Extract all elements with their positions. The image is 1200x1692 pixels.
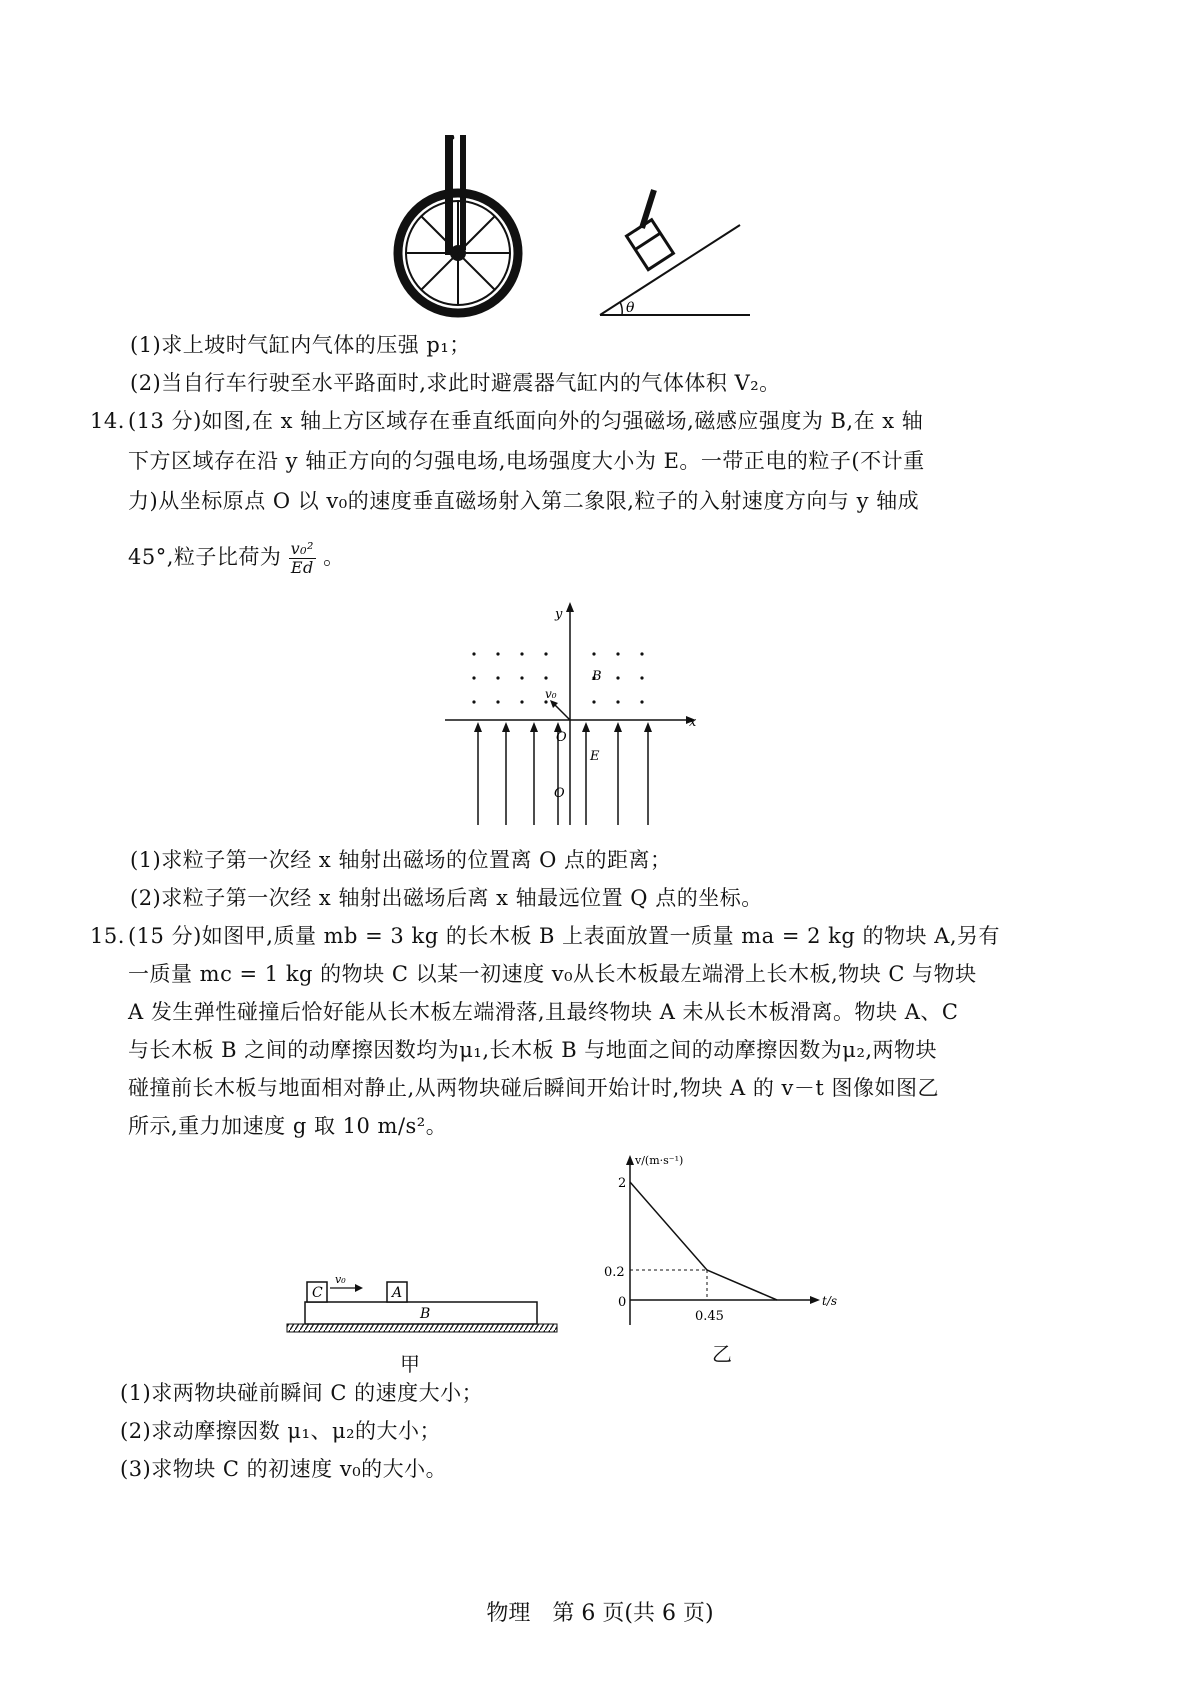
page-footer: 物理 第 6 页(共 6 页) [486, 1601, 714, 1626]
x-axis-label: x [689, 715, 697, 730]
vt-graph-figure-yi [585, 1150, 850, 1335]
q15-sub2: (2)求动摩擦因数 μ₁、μ₂的大小； [120, 1419, 442, 1443]
board-b-label: B [420, 1306, 431, 1322]
y-axis-label: y [555, 607, 563, 622]
q15-sub1: (1)求两物块碰前瞬间 C 的速度大小； [120, 1381, 484, 1405]
charge-mass-ratio-fraction [289, 540, 316, 577]
q14-line4 [128, 540, 345, 577]
q14-line1: (13 分)如图,在 x 轴上方区域存在垂直纸面向外的匀强磁场,磁感应强度为 B,在 x 轴 [128, 409, 924, 433]
q15-number: 15. [90, 924, 125, 948]
q13-sub2: (2)当自行车行驶至水平路面时,求此时避震器气缸内的气体体积 V₂。 [130, 371, 781, 395]
q15-line2: 一质量 mc = 1 kg 的物块 C 以某一初速度 v₀从长木板最左端滑上长木板,物块 C 与物块 [128, 962, 977, 986]
q14-line4-prefix: 45°,粒子比荷为 [128, 545, 282, 569]
fraction-denominator: Ed [290, 558, 314, 577]
o-label-lower: O [554, 786, 565, 801]
q15-sub3: (3)求物块 C 的初速度 v₀的大小。 [120, 1457, 448, 1481]
e-field-label: E [590, 749, 600, 764]
q14-sub2: (2)求粒子第一次经 x 轴射出磁场后离 x 轴最远位置 Q 点的坐标。 [130, 886, 763, 910]
v0-arrow-label: v₀ [335, 1273, 346, 1286]
v-axis-label: v/(m·s⁻¹) [635, 1154, 684, 1167]
t-axis-label: t/s [822, 1294, 838, 1308]
y-tick-0-2: 0.2 [604, 1265, 625, 1280]
q14-number: 14. [90, 409, 125, 433]
figure-yi-caption: 乙 [712, 1342, 732, 1366]
q14-line4-suffix: 。 [323, 545, 345, 569]
q15-line6: 所示,重力加速度 g 取 10 m/s²。 [128, 1114, 448, 1138]
incline-cylinder-figure [590, 180, 760, 320]
q15-line3: A 发生弹性碰撞后恰好能从长木板左端滑落,且最终物块 A 未从长木板滑离。物块 A、C [128, 1000, 959, 1024]
q14-line2: 下方区域存在沿 y 轴正方向的匀强电场,电场强度大小为 E。一带正电的粒子(不计重 [128, 449, 925, 473]
magnetic-electric-field-figure [440, 600, 700, 830]
board-blocks-figure-jia [285, 1258, 565, 1348]
theta-label: θ [626, 300, 635, 316]
block-a-label: A [392, 1285, 403, 1301]
q13-sub1: (1)求上坡时气缸内气体的压强 p₁； [130, 333, 471, 357]
v0-label: v₀ [545, 687, 557, 701]
q15-line1: (15 分)如图甲,质量 mb = 3 kg 的长木板 B 上表面放置一质量 ma = 2 kg 的物块 A,另有 [128, 924, 1001, 948]
bicycle-wheel-figure [390, 135, 540, 320]
q15-line5: 碰撞前长木板与地面相对静止,从两物块碰后瞬间开始计时,物块 A 的 v－t 图像如图乙 [128, 1076, 940, 1100]
origin-label: O [556, 730, 567, 745]
y-tick-0: 0 [618, 1295, 627, 1310]
y-tick-2: 2 [618, 1176, 627, 1191]
b-field-label: B [592, 669, 602, 684]
figure-jia-caption: 甲 [400, 1352, 420, 1376]
x-tick-0-45: 0.45 [695, 1309, 724, 1324]
block-c-label: C [312, 1285, 323, 1301]
fraction-numerator: v₀² [290, 539, 314, 558]
q14-sub1: (1)求粒子第一次经 x 轴射出磁场的位置离 O 点的距离； [130, 848, 672, 872]
q15-line4: 与长木板 B 之间的动摩擦因数均为μ₁,长木板 B 与地面之间的动摩擦因数为μ₂,两物块 [128, 1038, 938, 1062]
q14-line3: 力)从坐标原点 O 以 v₀的速度垂直磁场射入第二象限,粒子的入射速度方向与 y 轴成 [128, 489, 920, 513]
